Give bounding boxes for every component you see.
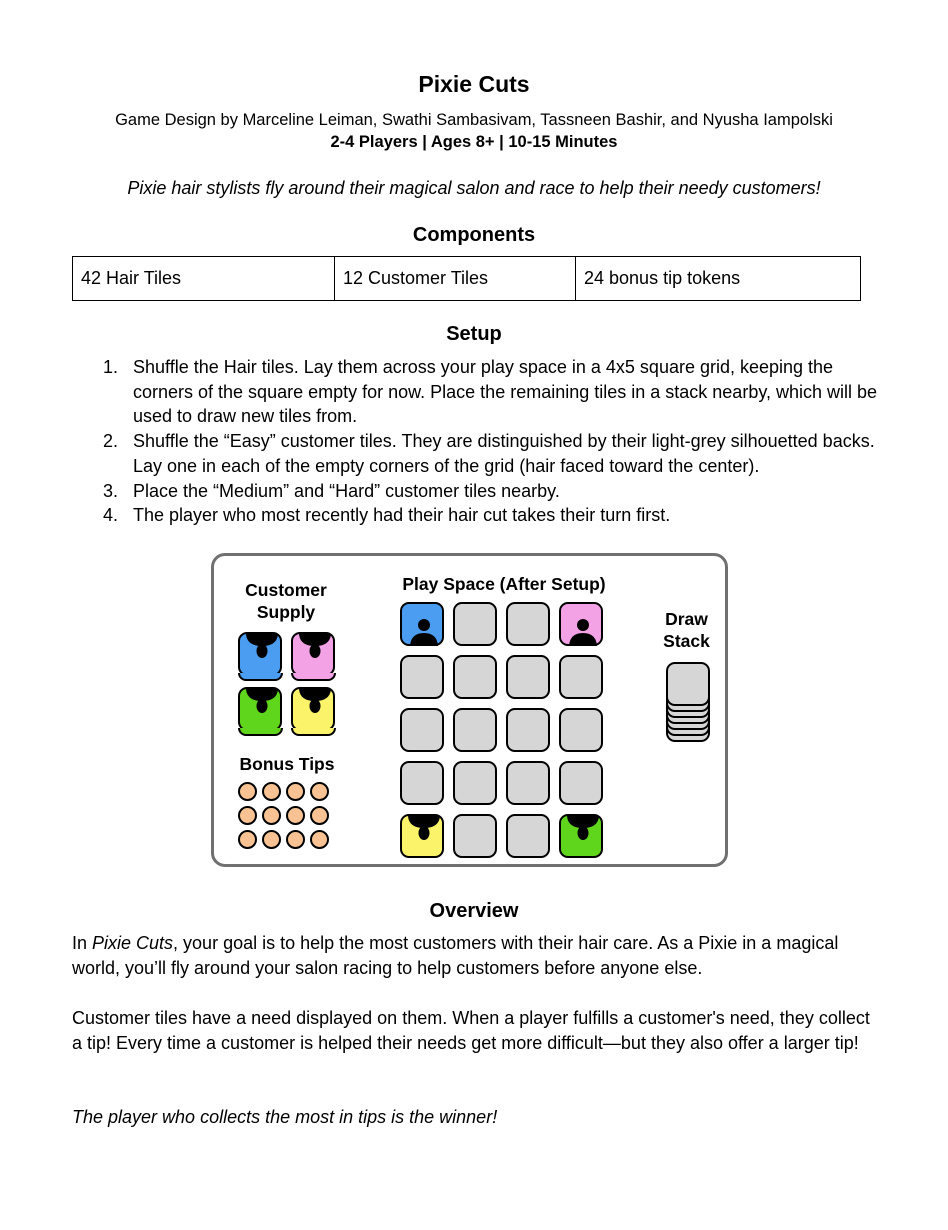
customer-tile xyxy=(400,814,444,858)
list-item xyxy=(100,479,880,504)
list-item xyxy=(100,503,880,528)
table-row xyxy=(73,257,861,301)
hair-tile xyxy=(559,761,603,805)
text-span: , your goal is to help the most customers with their hair care. As a Pixie in a magical world, you’ll fly around your salon racing to help customers before anyone else. xyxy=(72,933,839,978)
tip-token xyxy=(310,782,329,801)
customer-tile xyxy=(559,602,603,646)
hair-tile xyxy=(400,708,444,752)
customer-silhouette-icon xyxy=(402,816,446,860)
tip-token xyxy=(286,782,305,801)
hair-tile xyxy=(506,761,550,805)
hair-tile xyxy=(453,708,497,752)
hair-tile xyxy=(506,655,550,699)
game-title-inline: Pixie Cuts xyxy=(92,933,174,953)
hair-tile xyxy=(400,761,444,805)
components-heading: Components xyxy=(412,224,536,246)
table-cell: 24 bonus tip tokens xyxy=(576,257,861,301)
customer-tile-stack xyxy=(238,632,282,676)
setup-heading: Setup xyxy=(446,323,502,345)
customer-supply-label-line: Supply xyxy=(256,602,316,622)
tip-token xyxy=(286,830,305,849)
customer-silhouette-icon xyxy=(240,634,284,678)
customer-silhouette-icon xyxy=(561,604,605,648)
hair-tile xyxy=(506,814,550,858)
play-space-label: Play Space (After Setup) xyxy=(402,574,606,594)
customer-supply-label xyxy=(226,579,346,623)
step-number: 4. xyxy=(103,505,119,526)
tagline: Pixie hair stylists fly around their magical salon and race to help their needy customers! xyxy=(127,178,821,198)
components-table xyxy=(72,256,861,301)
customer-silhouette-icon xyxy=(240,689,284,733)
setup-list xyxy=(100,355,880,528)
hair-tile xyxy=(506,602,550,646)
tip-token xyxy=(238,830,257,849)
credits-line: Game Design by Marceline Leiman, Swathi Sambasivam, Tassneen Bashir, and Nyusha Iampolski xyxy=(115,111,833,129)
customer-tile-stack xyxy=(291,632,335,676)
draw-stack-tile xyxy=(666,662,710,706)
page-title: Pixie Cuts xyxy=(418,71,530,97)
hair-tile xyxy=(453,602,497,646)
list-item xyxy=(100,429,880,478)
draw-stack-label-line: Stack xyxy=(663,631,710,651)
draw-stack-label-line: Draw xyxy=(665,609,708,629)
hair-tile xyxy=(453,814,497,858)
step-text: Shuffle the “Easy” customer tiles. They are distinguished by their light-grey silhouetted backs. Lay one in each of the empty corners of the grid (hair faced toward the center). xyxy=(133,431,875,476)
customer-tile xyxy=(559,814,603,858)
hair-tile xyxy=(453,655,497,699)
customer-tile xyxy=(400,602,444,646)
step-number: 3. xyxy=(103,480,119,501)
tip-token xyxy=(310,830,329,849)
hair-tile xyxy=(559,655,603,699)
step-text: The player who most recently had their hair cut takes their turn first. xyxy=(133,505,671,526)
step-text: Shuffle the Hair tiles. Lay them across your play space in a 4x5 square grid, keeping the corners of the square empty for now. Place the remaining tiles in a stack nearby, which will be used to draw new tiles from. xyxy=(133,357,878,427)
winner-statement: The player who collects the most in tips is the winner! xyxy=(72,1107,498,1127)
text-span: In xyxy=(72,933,93,953)
tip-token xyxy=(238,806,257,825)
tip-token xyxy=(286,806,305,825)
list-item xyxy=(100,355,880,429)
overview-heading: Overview xyxy=(429,900,519,922)
setup-diagram xyxy=(211,553,728,867)
tip-token xyxy=(262,830,281,849)
customer-silhouette-icon xyxy=(293,689,337,733)
customer-silhouette-icon xyxy=(402,604,446,648)
hair-tile xyxy=(506,708,550,752)
customer-silhouette-icon xyxy=(561,816,605,860)
table-cell: 42 Hair Tiles xyxy=(73,257,335,301)
tip-token xyxy=(310,806,329,825)
hair-tile xyxy=(559,708,603,752)
step-text: Place the “Medium” and “Hard” customer tiles nearby. xyxy=(133,480,560,501)
overview-paragraph: Customer tiles have a need displayed on them. When a player fulfills a customer's need, they collect a tip! Every time a customer is helped their needs get more difficult—but they also offer a larger tip! xyxy=(72,1008,870,1053)
overview-paragraph xyxy=(72,931,872,980)
customer-tile-stack xyxy=(238,687,282,731)
customer-silhouette-icon xyxy=(293,634,337,678)
tip-token xyxy=(262,782,281,801)
draw-stack-label xyxy=(644,608,729,652)
hair-tile xyxy=(453,761,497,805)
step-number: 2. xyxy=(103,431,119,452)
tip-token xyxy=(262,806,281,825)
table-cell: 12 Customer Tiles xyxy=(335,257,576,301)
customer-supply-label-line: Customer xyxy=(245,580,327,600)
step-number: 1. xyxy=(103,357,119,377)
game-meta: 2-4 Players | Ages 8+ | 10-15 Minutes xyxy=(330,133,618,151)
bonus-tips-label: Bonus Tips xyxy=(239,754,335,774)
tip-token xyxy=(238,782,257,801)
hair-tile xyxy=(400,655,444,699)
customer-tile-stack xyxy=(291,687,335,731)
